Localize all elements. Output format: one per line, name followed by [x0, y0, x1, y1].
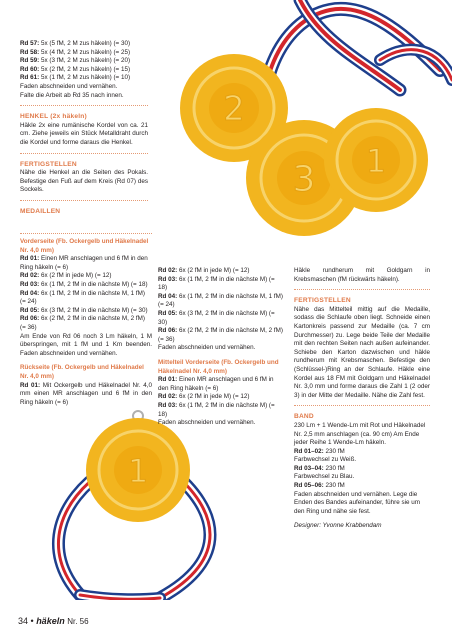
heading-vorderseite: Vorderseite (Fb. Ockergelb und Häkelnadel Nr. 4,0 mm): [20, 238, 149, 254]
row-key: Rd 01:: [20, 255, 40, 263]
row-key: Rd 01:: [20, 381, 41, 389]
row: [158, 402, 284, 419]
row-text: 6x (2 fM in jede M) (= 12): [177, 267, 250, 274]
row: [294, 482, 430, 491]
row-text: Mit Ockergelb und Häkelnadel Nr. 4,0 mm einen MR anschlagen und 6 fM in den Ring häkeln (= 6): [20, 381, 152, 406]
medal-1: [324, 108, 428, 212]
paragraph-band-end: Faden abschneiden und vernähen. Lege die Enden des Bandes aufeinander, führe sie um den Ring und nähe sie fest.: [294, 490, 421, 515]
row-key: Rd 04:: [158, 292, 178, 300]
row-key: Rd 03:: [158, 401, 178, 409]
column-3: [294, 267, 430, 531]
row: [294, 473, 430, 482]
row-key: Rd 61:: [20, 74, 40, 82]
magazine-brand: häkeln: [36, 616, 65, 626]
medal-number-top-0: 2: [223, 89, 245, 129]
text-line: Am Ende von Rd 06 noch 3 Lm häkeln, 1 M überspringen, mit 1 fM und 1 Km beenden. Faden abschneiden und vernähen.: [20, 332, 152, 357]
row-key: Rd 02:: [20, 272, 40, 280]
designer-credit: Designer: Yvonne Krabbendam: [294, 522, 382, 530]
heading-fertigstellen: FERTIGSTELLEN: [20, 160, 77, 168]
heading-medaillen: MEDAILLEN: [20, 207, 61, 215]
row-key: Rd 01:: [158, 376, 178, 384]
heading-mittelteil: Mittelteil Vorderseite (Fb. Ockergelb und Häkelnadel Nr. 4,0 mm): [158, 358, 279, 375]
row-text: 6x (1 fM, 2 fM in die nächste M, 1 fM) (= 24): [158, 292, 283, 309]
row-text: 6x (1 fM, 2 fM in die nächste M) (= 18): [39, 280, 148, 288]
row: [20, 290, 152, 307]
row-key: Rd 59:: [20, 57, 40, 65]
row-text: 6x (3 fM, 2 fM in die nächste M) (= 30): [39, 306, 148, 314]
row-text: 230 fM: [323, 482, 345, 490]
row-text: Einen MR anschlagen und 6 fM in den Ring häkeln (= 6): [158, 376, 274, 392]
row-text: 6x (2 fM, 2 fM in die nächste M, 2 fM) (= 36): [20, 315, 145, 331]
row-text: 230 fM: [323, 447, 345, 455]
row-key: Rd 06:: [158, 327, 178, 335]
column-1-top: [20, 40, 148, 217]
column-1-bottom: [20, 233, 152, 407]
page-footer: [18, 616, 89, 626]
text-line: Faden abschneiden und vernähen.: [158, 419, 256, 427]
medal-number-top-2: 1: [365, 142, 387, 180]
row: [20, 281, 152, 290]
row: [20, 74, 148, 83]
row: [158, 267, 284, 276]
page-number: 34: [18, 616, 29, 626]
row: [158, 327, 284, 344]
photo-single-medal: [20, 410, 250, 600]
row: [20, 255, 152, 272]
row: [20, 307, 152, 316]
row-key: Rd 02:: [158, 393, 178, 401]
row: [20, 272, 152, 281]
row-key: Rd 03:: [158, 275, 178, 283]
row-key: Rd 58:: [20, 48, 40, 56]
medal-number-top-1: 3: [292, 159, 316, 200]
row-text: 5x (4 fM, 2 M zus häkeln) (= 25): [39, 48, 131, 56]
row: [294, 456, 430, 465]
text-line: Faden abschneiden und vernähen.: [20, 82, 118, 90]
issue-number: Nr. 56: [67, 617, 89, 626]
row: [158, 276, 284, 293]
row: [294, 448, 430, 457]
row-key: Rd 05:: [158, 309, 178, 317]
row-key: Rd 03–04:: [294, 464, 324, 472]
row-key: Rd 01–02:: [294, 447, 324, 455]
row-key: Rd 57:: [20, 40, 40, 47]
row: [20, 40, 148, 49]
medal-number-bottom: 1: [127, 452, 149, 490]
row: [20, 382, 152, 408]
row-text: 6x (1 fM, 2 fM in die nächste M) (= 18): [158, 401, 275, 418]
row-text: 5x (2 fM, 2 M zus häkeln) (= 15): [39, 65, 131, 73]
paragraph-band: 230 Lm + 1 Wende-Lm mit Rot und Häkelnadel Nr. 2,5 mm anschlagen (ca. 90 cm) Am Ende jeder Reihe 1 Wende-Lm häkeln.: [294, 421, 426, 447]
row: [294, 465, 430, 474]
heading-fertigstellen-2: FERTIGSTELLEN: [294, 297, 351, 305]
row-text: 6x (2 fM, 2 fM in die nächste M, 2 fM) (= 36): [158, 327, 283, 343]
row-key: Rd 05:: [20, 306, 40, 314]
paragraph-intro: Häkle rundherum mit Goldgarn in Krebsmaschen (fM rückwärts häkeln).: [294, 267, 430, 283]
row: [20, 49, 148, 58]
column-2: [158, 267, 284, 428]
row-text: 5x (3 fM, 2 M zus häkeln) (= 20): [39, 57, 131, 65]
medal-bottom: [86, 418, 190, 522]
row: [158, 293, 284, 310]
heading-rueckseite: Rückseite (Fb. Ockergelb und Häkelnadel Nr. 4,0 mm): [20, 364, 144, 380]
row-key: Rd 03:: [20, 280, 40, 288]
row-key: Rd 05–06:: [294, 482, 324, 490]
row-key: Rd 06:: [20, 315, 40, 323]
text-line: Falte die Arbeit ab Rd 35 nach innen.: [20, 91, 124, 99]
row: [158, 310, 284, 327]
row: [20, 315, 152, 332]
paragraph-fertigstellen-2: Nähe das Mittelteil mittig auf die Medaille, sodass die Schlaufe oben liegt. Schneide einen Kartonkreis passend zur Medaille (ca. 7 cm Durchmesser) zu. Lege beide Teile der Medaille mit den rechten Seiten nach außen aufeinander. Schiebe den Karton dazwischen und häkle rundherum mit Krebsmaschen. Befestige den (Schlüssel-)Ring an der Schlaufe. Häkle eine Kordel aus 18 FM mit Goldgarn und Häkelnadel Nr. 3,0 mm und forme daraus die Zahl 1 (2 oder 3) in der Mitte der Medaille. Nähe die Zahl fest.: [294, 305, 430, 399]
heading-band: BAND: [294, 413, 314, 421]
row-text: 230 fM: [323, 464, 345, 472]
row-key: Rd 04:: [20, 289, 40, 297]
footer-bullet: •: [30, 616, 37, 626]
row-text: 6x (2 fM in jede M) (= 12): [39, 272, 112, 280]
row-text: 6x (3 fM, 2 fM in die nächste M) (= 30): [158, 309, 275, 326]
text-line: Faden abschneiden und vernähen.: [158, 344, 256, 352]
heading-henkel: HENKEL (2x häkeln): [20, 113, 87, 121]
row-text: 6x (2 fM in jede M) (= 12): [177, 393, 250, 401]
row-text: 5x (5 fM, 2 M zus häkeln) (= 30): [39, 40, 131, 47]
row-text: 6x (1 fM, 2 fM in die nächste M, 1 fM) (= 24): [20, 289, 145, 306]
row: [20, 57, 148, 66]
paragraph-henkel: Häkle 2x eine rumänische Kordel von ca. 21 cm. Ziehe jeweils ein Stück Metalldraht durch die Kordel und forme daraus die Henkel.: [20, 121, 148, 146]
row-key: Rd 60:: [20, 65, 40, 73]
row-text: Farbwechsel zu Blau.: [294, 473, 355, 481]
row-text: Farbwechsel zu Weiß.: [294, 456, 357, 464]
row-text: 5x (1 fM, 2 M zus häkeln) (= 10): [39, 74, 131, 82]
row: [20, 66, 148, 75]
paragraph-fertigstellen: Nähe die Henkel an die Seiten des Pokals. Befestige den Fuß auf dem Kreis (Rd 07) des Sockels.: [20, 169, 148, 194]
row: [158, 393, 284, 402]
row-key: Rd 02:: [158, 267, 178, 274]
row: [158, 376, 284, 393]
row-text: 6x (1 fM, 2 fM in die nächste M) (= 18): [158, 275, 275, 292]
row-text: Einen MR anschlagen und 6 fM in den Ring häkeln (= 6): [20, 255, 148, 271]
